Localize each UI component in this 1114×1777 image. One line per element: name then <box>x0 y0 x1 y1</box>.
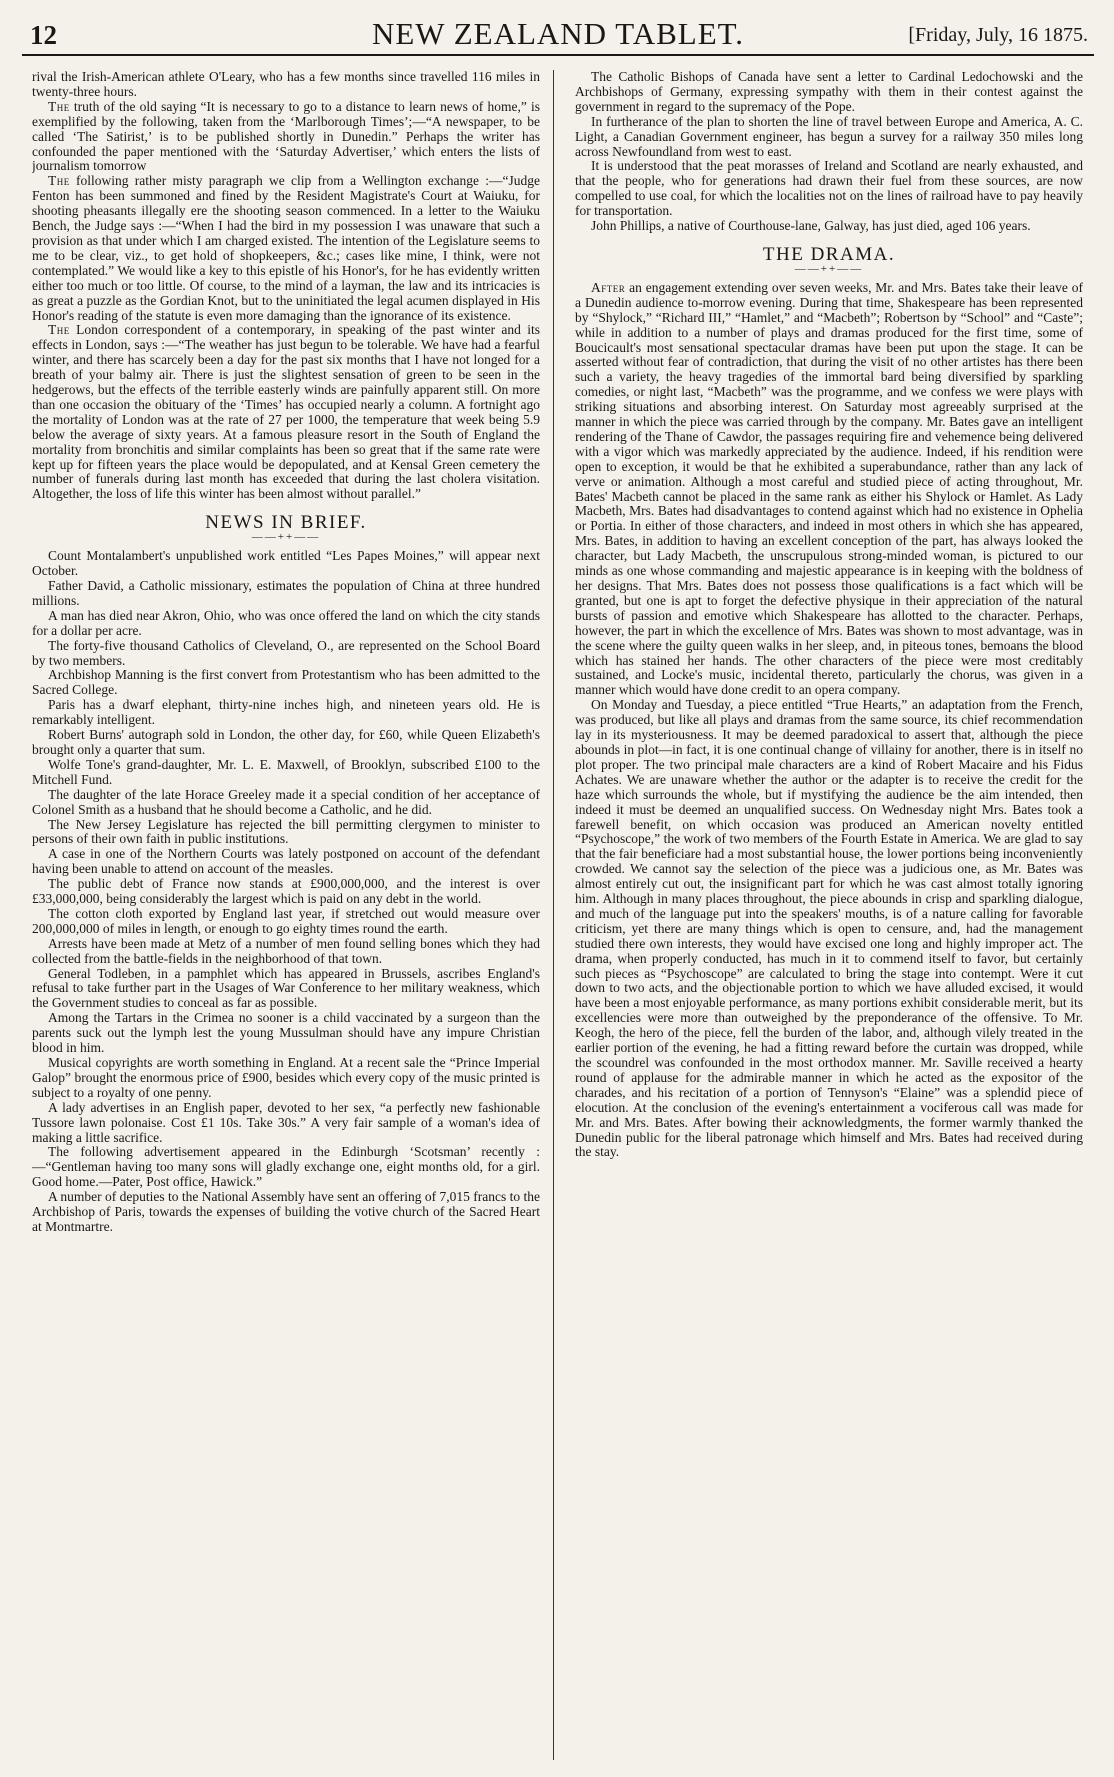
article-paragraph <box>32 174 540 323</box>
news-brief-item: Arrests have been made at Metz of a number of men found selling bones which they had collected from the battle-fields in the neighborhood of that town. <box>32 935 540 966</box>
news-brief-item: A lady advertises in an English paper, devoted to her sex, “a perfectly new fashionable Tussore lawn polonaise. Cost £1 10s. Take 30s.” A very fair sample of a woman's idea of making a little sacrifice. <box>32 1099 540 1145</box>
news-brief-item: Among the Tartars in the Crimea no sooner is a child vaccinated by a surgeon than the parents suck out the lymph lest the young Mussulman should have any impure Christian blood in him. <box>32 1010 540 1056</box>
news-brief-item: The New Jersey Legislature has rejected the bill permitting clergymen to minister to persons of their own faith in public institutions. <box>32 816 540 847</box>
section-heading-the-drama: THE DRAMA. <box>762 243 896 265</box>
paragraph-text: an engagement extending over seven weeks, Mr. and Mrs. Bates take their leave of a Dunedin audience to-morrow evening. During that time, Shakespeare has been represented by “Shylock,” “Richard III,” “Hamlet,” and “Macbeth”; Robertson by “School” and “Caste”; while in addition to a number of plays and dramas produced for the first time, some of Boucicault's most sensational spectacular dramas have been put upon the stage. It can be asserted without fear of contradiction, that during the visit of no other artistes has there been such a variety, the heavy tragedies of the immortal bard being diversified by sparkling comedies, or night last, “Macbeth” was the programme, and we confess we were plays with striking situations and absorbing interest. On Saturday most agreeably surprised at the manner in which the piece was carried through by the company. Mr. Bates gave an intelligent rendering of the Thane of Cawdor, the passages requiring fire and vehemence being delivered with a vigor which was markedly appreciated by the audience. Indeed, if his rendition were open to exception, it would be that he exhibited a superabundance, rather than any lack of verve or animation. Although a most careful and studied piece of acting throughout, Mr. Bates' Macbeth cannot be placed in the same rank as either his Shylock or Hamlet. As Lady Macbeth, Mrs. Bates had disadvantages to contend against which had no existence in Ophelia or Portia. In either of those characters, and indeed in most others in which she has appeared, Mrs. Bates, in addition to having an excellent conception of the part, has always looked the character, but Lady Macbeth, the unscrupulous strong-minded woman, is pictured to our minds as one whose commanding and majestic appearance is in keeping with the boldness of her designs. That Mrs. Bates does not possess those qualifications is a fact which will be granted, but one is apt to forget the defective physique in their appreciation of the natural bursts of passion and emotive which Shakespeare has allotted to the character. Perhaps, however, the part in which the excellence of Mrs. Bates was shown to most advantage, was in the scene where the guilty queen walks in her sleep, and, in piteous tones, bemoans the blood which has stained her hands. The other characters of the piece were most creditably sustained, and Locke's music, incidental thereto, particularly the chorus, was given in a manner which would have done credit to an opera company. <box>575 279 1083 698</box>
news-brief-item: Robert Burns' autograph sold in London, the other day, for £60, while Queen Elizabeth's brought only a quarter that sum. <box>32 727 540 757</box>
left-column <box>32 70 540 1770</box>
news-brief-item: Wolfe Tone's grand-daughter, Mr. L. E. Maxwell, of Brooklyn, subscribed £100 to the Mitchell Fund. <box>32 756 540 787</box>
paragraph-text: London correspondent of a contemporary, in speaking of the past winter and its effects in London, says :—“The weather has just begun to be tolerable. We have had a fearful winter, and there has scarcely been a day for the past six months that I have not longed for a breath of your balmy air. There is just the slightest sensation of green to be seen in the hedgerows, but the effects of the terrible easterly winds are painfully apparent still. On more than one occasion the obituary of the ‘Times’ has occupied nearly a column. A fortnight ago the mortality of London was at the rate of 27 per 1000, the temperature that week being 5.9 below the average of sixty years. At a famous pleasure resort in the South of England the mortality from bronchitis and similar complaints has been so great that if the same rate were kept up for fifteen years the place would be depopulated, and at Kensal Green cemetery the number of funerals during last month has exceeded that during the last cholera visitation. Altogether, the loss of life this winter has been almost without parallel.” <box>32 322 540 502</box>
lead-word: The <box>48 322 70 338</box>
news-brief-item: The forty-five thousand Catholics of Cleveland, O., are represented on the School Board by two members. <box>32 637 540 668</box>
article-paragraph <box>32 323 540 502</box>
right-column <box>575 70 1083 1770</box>
news-brief-item: General Todleben, in a pamphlet which has appeared in Brussels, ascribes England's refusal to take further part in the Usages of War Conference to her military weakness, which the Government studies to conceal as far as possible. <box>32 965 540 1011</box>
lead-word: The <box>48 98 70 114</box>
news-brief-item: Count Montalambert's unpublished work entitled “Les Papes Moines,” will appear next October. <box>32 548 540 579</box>
article-paragraph: It is understood that the peat morasses of Ireland and Scotland are nearly exhausted, and that the people, who for generations had drawn their fuel from these sources, are now compelled to use coal, for which the localities not on the lines of railroad have to pay heavily for transportation. <box>575 158 1083 219</box>
article-paragraph: John Phillips, a native of Courthouse-lane, Galway, has just died, aged 106 years. <box>591 218 1031 234</box>
news-brief-item: Musical copyrights are worth something in England. At a recent sale the “Prince Imperial Galop” brought the enormous price of £900, besides which every copy of the music printed is subject to a royalty of one penny. <box>32 1055 540 1100</box>
article-paragraph: On Monday and Tuesday, a piece entitled “True Hearts,” an adaptation from the French, was produced, but like all plays and dramas from the same source, its chief recommendation lay in its mysteriousness. It may be deemed paradoxical to assert that, although the piece abounds in plot—in fact, it is one continual change of villainy for another, there is in itself no plot proper. The two principal male characters are a kind of Robert Macaire and his Fidus Achates. We are unaware whether the author or the adapter is to receive the credit for the haze which surrounds the whole, but if mystifying the audience be the aim intended, then indeed it must be deemed an unqualified success. On Wednesday night Mrs. Bates took a farewell benefit, on which occasion was produced an American novelty entitled “Psychoscope,” the work of two members of the Fourth Estate in America. We are glad to say that the fair beneficiare had a most substantial house, the lower portions being inconveniently crowded. We cannot say the selection of the piece was a judicious one, as Mr. Bates was almost entirely cut out, the insignificant part for which he was cast almost totally ignoring him. Although in many places throughout, the piece abounds in crisp and sparkling dialogue, and much of the language put into the speakers' mouths, is of a nature calling for favorable criticism, yet there are many things which is open to censure, and, had the management studied there own interests, they would have excised one long and highly improper act. The drama, when properly conducted, has much in it to commend itself to favor, but certainly such pieces as “Psychoscope” are calculated to bring the stage into contempt. Were it cut down to two acts, and the objectionable portion to which we have alluded excised, it would have been a most enjoyable performance, as many portions exhibit considerable merit, but its excellencies were more than outweighed by the preponderance of the offensive. To Mr. Keogh, the hero of the piece, fell the burden of the labor, and, although vilely treated in the earlier portion of the evening, he had a fitting reward before the curtain was dropped, while the scoundrel was confounded in the most orthodox manner. Mr. Saville received a hearty round of applause for the admirable manner in which he acted as the expositor of the charades, and his recitation of a portion of Tennyson's “Elaine” was a splendid piece of elocution. At the conclusion of the evening's entertainment a vociferous call was made for Mr. and Mrs. Bates. After bowing their acknowledgments, the former warmly thanked the Dunedin public for the liberal patronage which himself and Mrs. Bates had received during the stay. <box>575 697 1083 1160</box>
paragraph-text: following rather misty paragraph we clip from a Wellington exchange :—“Judge Fenton has been summoned and fined by the Resident Magistrate's Court at Waiuku, for shooting pheasants illegally ere the shooting season commenced. In a letter to the Waiuku Bench, the Judge says :—“When I had the bird in my possession I was unaware that such a provision as that under which I am charged existed. The intention of the Legislature seems to me to be clear, viz., to get hold of shopkeepers, &c.; cases like mine, I think, were not contemplated.” We would like a key to this epistle of his Honor's, for he has evidently written either too much or too little. Of course, to the mind of a layman, the law and its intricacies is as great a puzzle as the Gordian Knot, but to the uninitiated the legal acumen displayed in His Honor's reading of the statute is even more damaging than the ignorance of its existence. <box>32 173 540 323</box>
issue-date: [Friday, July, 16 1875. <box>908 24 1088 46</box>
news-brief-item: The public debt of France now stands at £900,000,000, and the interest is over £33,000,000, being considerably the largest which is paid on any debt in the world. <box>32 876 540 907</box>
paragraph-text: truth of the old saying “It is necessary to go to a distance to learn news of home,” is exemplified by the following, taken from the ‘Marlborough Times’;—“A newspaper, to be called ‘The Satirist,’ is to be published shortly in Dunedin.” Perhaps the writer has confounded the paper mentioned with the ‘Saturday Advertiser,’ which enters the lists of journalism tomorrow <box>32 98 540 174</box>
article-paragraph: In furtherance of the plan to shorten the line of travel between Europe and America, A. C. Light, a Canadian Government engineer, has begun a survey for a railway 350 miles long across Newfoundland from west to east. <box>575 113 1083 159</box>
article-paragraph: The Catholic Bishops of Canada have sent a letter to Cardinal Ledochowski and the Archbishops of Germany, expressing sympathy with them in their contest against the government in regard to the supremacy of the Pope. <box>575 70 1083 114</box>
page-number: 12 <box>30 20 57 50</box>
article-paragraph: rival the Irish-American athlete O'Leary, who has a few months since travelled 116 miles in twenty-three hours. <box>32 70 540 99</box>
heading-ornament: ——++—— <box>794 262 864 275</box>
news-brief-item: Father David, a Catholic missionary, estimates the population of China at three hundred millions. <box>32 578 540 608</box>
masthead <box>22 16 1094 56</box>
newspaper-title: NEW ZEALAND TABLET. <box>371 16 745 51</box>
news-brief-item: Archbishop Manning is the first convert from Protestantism who has been admitted to the Sacred College. <box>32 667 540 698</box>
news-brief-item: The following advertisement appeared in the Edinburgh ‘Scotsman’ recently :—“Gentleman having too many sons will gladly exchange one, eight months old, for a girl. Good home.—Pater, Post office, Hawick.” <box>32 1144 540 1190</box>
news-brief-item: A number of deputies to the National Assembly have sent an offering of 7,015 francs to the Archbishop of Paris, towards the expenses of building the votive church of the Sacred Heart at Montmartre. <box>32 1189 540 1234</box>
news-brief-item: Paris has a dwarf elephant, thirty-nine inches high, and nineteen years old. He is remarkably intelligent. <box>32 697 540 728</box>
lead-word: The <box>48 173 70 189</box>
news-brief-item: A man has died near Akron, Ohio, who was once offered the land on which the city stands for a dollar per acre. <box>32 607 540 638</box>
heading-ornament: ——++—— <box>251 531 321 544</box>
news-brief-item: The daughter of the late Horace Greeley made it a special condition of her acceptance of Colonel Smith as a husband that he should become a Catholic, and he did. <box>32 786 540 817</box>
news-brief-item: A case in one of the Northern Courts was lately postponed on account of the defendant having been unable to attend on account of the measles. <box>32 846 540 877</box>
lead-word: After <box>591 279 626 295</box>
column-rule <box>553 70 554 1760</box>
section-heading-news-in-brief: NEWS IN BRIEF. <box>205 512 367 534</box>
article-paragraph <box>32 100 540 175</box>
article-paragraph <box>575 281 1083 698</box>
news-brief-item: The cotton cloth exported by England last year, if stretched out would measure over 200,000,000 of miles in length, or enough to go eighty times round the earth. <box>32 905 540 936</box>
